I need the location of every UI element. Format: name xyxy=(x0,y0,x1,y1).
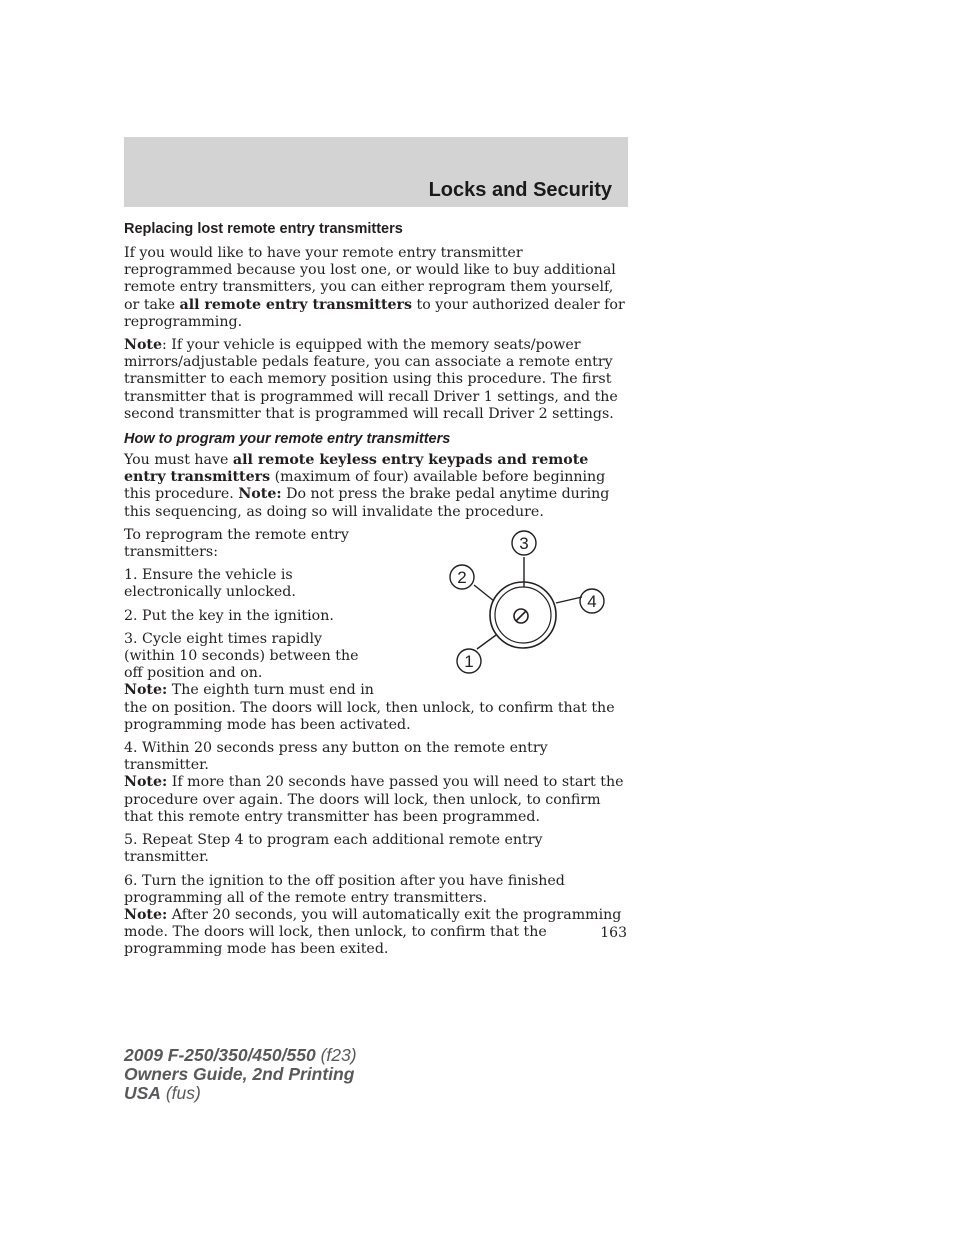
step-4: 4. Within 20 seconds press any button on the remote entry transmitter. Note: If more than 20 seconds have passed you will need to start the procedure over again. The doors will lock, then unlock, to confirm that this remote entry transmitter has been programmed. xyxy=(124,740,624,825)
leader-line-2 xyxy=(474,585,494,601)
step-3: 3. Cycle eight times rapidly (within 10 seconds) between the off position and on. Note: The eighth turn must end in the on position. The doors will lock, then unlock, to confirm that the programming mode has been activated. xyxy=(124,630,615,733)
section-title: Locks and Security xyxy=(428,179,612,201)
position-label-4: 4 xyxy=(587,591,597,611)
ignition-diagram-svg xyxy=(384,527,634,687)
page-number: 163 xyxy=(600,925,627,941)
footer-region-line: USA (fus) xyxy=(124,1083,201,1103)
paragraph-program-intro: You must have all remote keyless entry keypads and remote entry transmitters (maximum of four) available before beginning this procedure. Note: Do not press the brake pedal anytime during this sequencing, as doing so will invalidate the procedure. xyxy=(124,452,610,520)
section-header-band xyxy=(124,137,628,207)
paragraph-replacing-intro: If you would like to have your remote entry transmitter reprogrammed because you lost one, or would like to buy additional remote entry transmitters, you can either reprogram them yourself, or take all remote entry transmitters to your authorized dealer for reprogramming. xyxy=(124,245,625,330)
leader-line-4 xyxy=(556,597,582,603)
position-label-2: 2 xyxy=(457,567,467,587)
paragraph-memory-note: Note: If your vehicle is equipped with the memory seats/power mirrors/adjustable pedals feature, you can associate a remote entry transmitter to each memory position using this procedure. The first transmitter that is programmed will recall Driver 1 settings, and the second transmitter that is programmed will recall Driver 2 settings. xyxy=(124,337,618,422)
step-1: 1. Ensure the vehicle is electronically unlocked. xyxy=(124,567,296,601)
paragraph-reprogram-lead: To reprogram the remote entry transmitters: xyxy=(124,526,349,561)
step-2: 2. Put the key in the ignition. xyxy=(124,607,334,624)
document-footer xyxy=(124,1046,357,1103)
leader-line-1 xyxy=(477,635,496,649)
step-5: 5. Repeat Step 4 to program each additional remote entry transmitter. xyxy=(124,832,543,866)
key-slot-line xyxy=(516,611,526,621)
ignition-position-diagram xyxy=(384,527,634,687)
footer-model-line: 2009 F-250/350/450/550 (f23) xyxy=(124,1045,357,1065)
heading-how-to-program: How to program your remote entry transmitters xyxy=(124,431,451,448)
heading-replacing-transmitters: Replacing lost remote entry transmitters xyxy=(124,221,403,237)
footer-guide-line: Owners Guide, 2nd Printing xyxy=(124,1064,355,1084)
position-label-1: 1 xyxy=(464,651,474,671)
position-label-3: 3 xyxy=(519,533,529,553)
page-content xyxy=(124,219,628,965)
step-6: 6. Turn the ignition to the off position after you have finished programming all of the remote entry transmitters. Note: After 20 seconds, you will automatically exit the programming mode. The doors will lock, then unlock, to confirm that the programming mode has been exited. xyxy=(124,872,622,958)
